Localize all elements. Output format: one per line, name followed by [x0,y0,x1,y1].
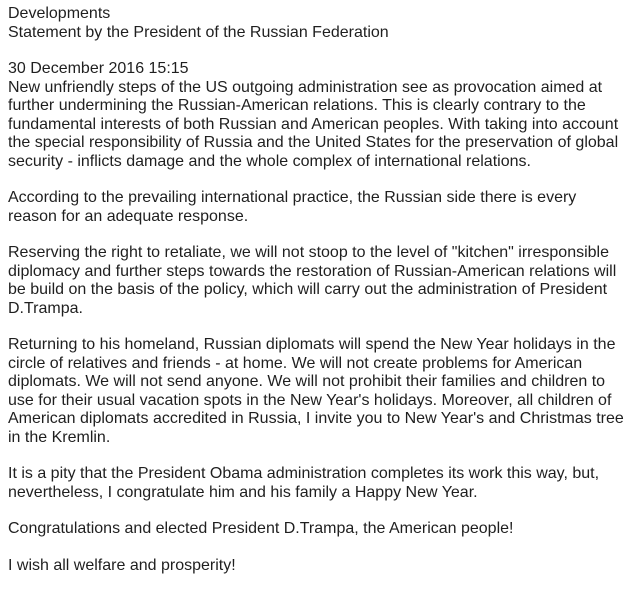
paragraph-2: According to the prevailing international practice, the Russian side there is every reason for an adequate response. [8,189,577,225]
paragraph-7: I wish all welfare and prosperity! [8,556,236,574]
paragraph-1: New unfriendly steps of the US outgoing administration see as provocation aimed at further undermining the Russian-American relations. This is clearly contrary to the fundamental interests of both Russian and American peoples. With taking into account the special responsibility of Russia and the United States for the preservation of global security - inflicts damage and the whole complex of international relations. [8,78,619,170]
statement-document [8,5,628,593]
paragraph-5: It is a pity that the President Obama administration completes its work this way, but, nevertheless, I congratulate him and his family a Happy New Year. [8,465,600,501]
paragraph-4: Returning to his homeland, Russian diplomats will spend the New Year holidays in the circle of relatives and friends - at home. We will not create problems for American diplomats. We will not send anyone. We will not prohibit their families and children to use for their usual vacation spots in the New Year's holidays. Moreover, all children of American diplomats accredited in Russia, I invite you to New Year's and Christmas tree in the Kremlin. [8,336,624,446]
section-label: Developments [8,5,111,22]
paragraph-6: Congratulations and elected President D.Trampa, the American people! [8,520,514,537]
page-title: Statement by the President of the Russian Federation [8,23,389,41]
publish-datetime: 30 December 2016 15:15 [8,60,189,77]
paragraph-3: Reserving the right to retaliate, we will not stoop to the level of "kitchen" irresponsible diplomacy and further steps towards the restoration of Russian-American relations will be build on the basis of the policy, which will carry out the administration of President D.Trampa. [8,244,617,317]
